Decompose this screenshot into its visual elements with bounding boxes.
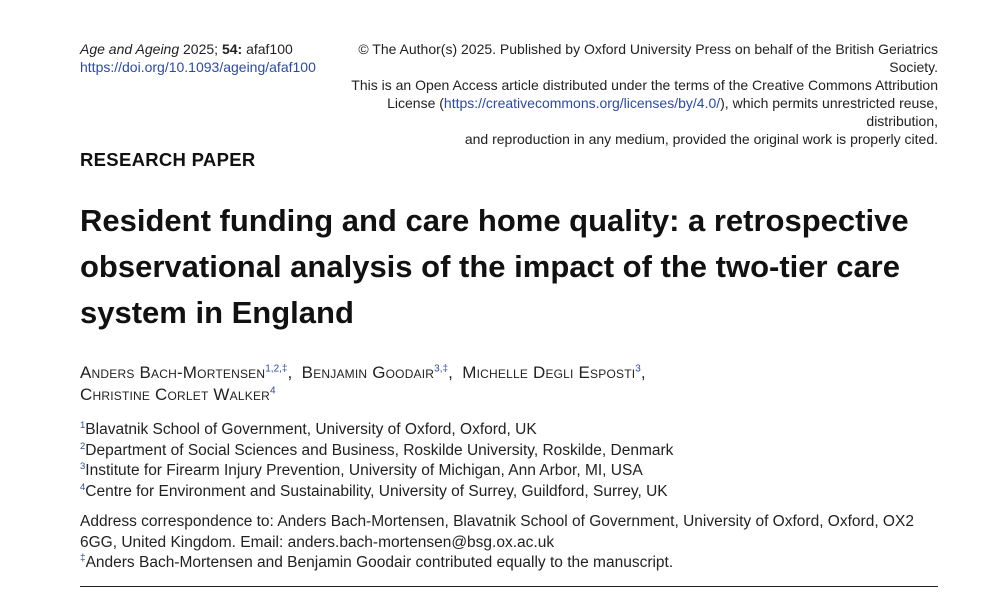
author-2-affiliation-ref[interactable]: 3,‡ xyxy=(434,363,449,375)
journal-year: 2025; xyxy=(183,41,219,57)
article-id: afaf100 xyxy=(246,41,293,57)
journal-citation xyxy=(80,40,316,76)
affiliation-2: $^2$Department of Social Sciences and Business, Roskilde University, Roskilde, Denmark xyxy=(80,440,674,459)
author-3[interactable]: Michelle Degli Esposti$^3$ xyxy=(462,363,641,382)
author-3-affiliation-ref[interactable]: 3 xyxy=(635,363,641,375)
author-1-affiliation-ref[interactable]: 1,2,‡ xyxy=(265,363,288,375)
author-2[interactable]: Benjamin Goodair$^{3,\ddagger}$ xyxy=(301,363,449,382)
journal-line xyxy=(80,40,316,58)
author-4[interactable]: Christine Corlet Walker$^4$ xyxy=(80,385,276,404)
license-link[interactable]: https://creativecommons.org/licenses/by/4.0/ xyxy=(443,95,721,111)
affiliation-1: $^1$Blavatnik School of Government, University of Oxford, Oxford, UK xyxy=(80,419,537,438)
equal-contribution-note: ‡Anders Bach-Mortensen and Benjamin Goodair contributed equally to the manuscript. xyxy=(80,552,674,571)
paper-title: Resident funding and care home quality: a retrospective observational analysis of the impact of the two-tier care system in England xyxy=(80,203,909,330)
divider-rule xyxy=(80,586,938,587)
dagger-symbol: ‡ xyxy=(80,552,86,564)
affiliation-list xyxy=(80,420,940,502)
journal-volume: 54: xyxy=(221,41,243,57)
copyright-notice xyxy=(318,40,938,148)
section-label: RESEARCH PAPER xyxy=(80,149,256,170)
author-1[interactable]: Anders Bach-Mortensen$^{1,2,\ddagger}$ xyxy=(80,363,288,382)
journal-name: Age and Ageing xyxy=(80,41,180,57)
copyright-line-4: and reproduction in any medium, provided the original work is properly cited. xyxy=(464,131,938,147)
affiliation-4: $^4$Centre for Environment and Sustainability, University of Surrey, Guildford, Surrey, UK xyxy=(80,481,668,500)
copyright-line-2: This is an Open Access article distributed under the terms of the Creative Commons Attribution xyxy=(351,77,938,93)
correspondence-block xyxy=(80,512,940,574)
copyright-line-3: License (https://creativecommons.org/licenses/by/4.0/), which permits unrestricted reuse, distribution, xyxy=(387,95,938,129)
doi-link[interactable]: https://doi.org/10.1093/ageing/afaf100 xyxy=(80,59,316,75)
affiliation-3: $^3$Institute for Firearm Injury Prevention, University of Michigan, Ann Arbor, MI, USA xyxy=(80,460,643,479)
copyright-line-1: © The Author(s) 2025. Published by Oxford University Press on behalf of the British Geriatrics Society. xyxy=(358,41,938,75)
correspondence-address: Address correspondence to: Anders Bach-Mortensen, Blavatnik School of Government, University of Oxford, Oxford, OX2 6GG, United Kingdom. Email: anders.bach-mortensen@bsg.ox.ac.uk xyxy=(80,513,914,551)
author-4-affiliation-ref[interactable]: 4 xyxy=(270,385,276,397)
author-list: Anders Bach-Mortensen$^{1,2,\ddagger}$, Benjamin Goodair$^{3,\ddagger}$, Michelle Degli Esposti$^3$, Christine Corlet Walker$^4$ xyxy=(80,363,646,404)
